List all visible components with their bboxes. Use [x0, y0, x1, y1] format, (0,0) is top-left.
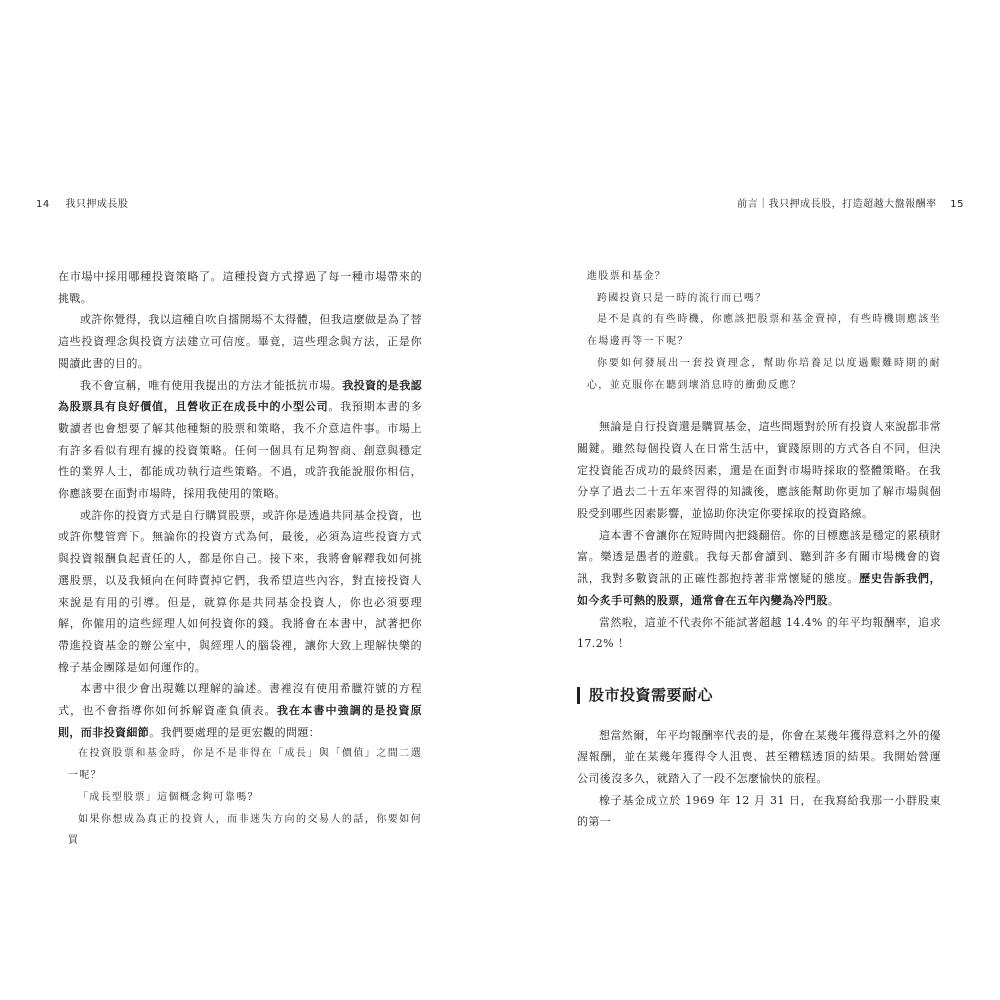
left-body-text	[58, 266, 422, 852]
paragraph: 或許你的投資方式是自行購買股票，或許你是透過共同基金投資，也或許你雙管齊下。無論你的投資方式為何，最後，必須為這些投資方式與投資報酬負起責任的人，都是你自己。接下來，我將會解釋我如何挑選股票，以及我傾向在何時賣掉它們，我希望這些內容，對直接投資人來說是有用的引導。但是，就算你是共同基金投資人，你也必須要理解，你僱用的這些經理人如何投資你的錢。我將會在本書中，試著把你帶進投資基金的辦公室中，與經理人的腦袋裡，讓你大致上理解快樂的橡子基金團隊是如何運作的。	[58, 508, 422, 674]
question: 你要如何發展出一套投資理念，幫助你培養足以度過艱難時期的耐心，並克服你在聽到壞消息時的衝動反應？	[587, 357, 941, 391]
paragraph: 無論是自行投資還是購買基金，這些問題對於所有投資人來說都非常關鍵。雖然每個投資人在日常生活中，實踐原則的方式各自不同，但決定投資能否成功的最終因素，還是在面對市場時採取的整體策略。在我分享了過去二十五年來習得的知識後，應該能幫助你更加了解市場與個股受到哪些因素影響，並協助你決定你要採取的投資路線。	[577, 420, 941, 521]
question: 「成長型股票」這個概念夠可靠嗎？	[78, 791, 259, 803]
left-page-number: 14	[36, 199, 50, 210]
question: 在投資股票和基金時，你是不是非得在「成長」與「價值」之間二選一呢？	[68, 748, 422, 782]
left-running-head	[36, 195, 128, 210]
paragraph: 本書中很少會出現難以理解的論述。書裡沒有使用希臘符號的方程式，也不會指導你如何拆解資產負債表。我在本書中強調的是投資原則，而非投資細節。我們要處理的是更宏觀的問題：	[58, 682, 422, 739]
heading-bar	[577, 687, 580, 704]
right-running-head	[737, 195, 964, 210]
question: 進股票和基金？	[587, 271, 667, 282]
paragraph: 或許你覺得，我以這種自吹自擂開場不太得體，但我這麼做是為了替這些投資理念與投資方法建立可信度。畢竟，這些理念與方法，正是你閱讀此書的目的。	[58, 313, 422, 370]
right-page	[500, 0, 1000, 1000]
right-body-text	[577, 266, 941, 833]
right-chapter-title: 前言｜我只押成長股，打造超越大盤報酬率	[737, 199, 937, 210]
emphasis: 我投資的是我認為股票具有良好價值，且營收正在成長中的小型公司	[58, 378, 423, 414]
question: 是不是真的有些時機，你應該把股票和基金賣掉，有些時機則應該坐在場邊再等一下呢？	[587, 314, 941, 348]
right-page-number: 15	[950, 199, 964, 210]
paragraph: 想當然爾，年平均報酬率代表的是，你會在某幾年獲得意料之外的優渥報酬，並在某幾年獲得令人沮喪、甚至糟糕透頂的結果。我開始營運公司後沒多久，就踏入了一段不怎麼愉快的旅程。	[577, 728, 941, 786]
paragraph: 這本書不會讓你在短時間內把錢翻倍。你的目標應該是穩定的累積財富。樂透是愚者的遊戲。我每天都會讀到、聽到許多有關市場機會的資訊，我對多數資訊的正確性都抱持著非常懷疑的態度。歷史告訴我們，如今炙手可熱的股票，通常會在五年內變為冷門股。	[577, 528, 941, 607]
emphasis: 我在本書中強調的是投資原則，而非投資細節	[58, 704, 422, 739]
question: 跨國投資只是一時的流行而已嗎？	[597, 292, 767, 304]
left-book-title: 我只押成長股	[65, 199, 129, 210]
paragraph: 橡子基金成立於 1969 年 12 月 31 日，在我寫給我那一小群股東的第一	[577, 793, 941, 829]
emphasis: 歷史告訴我們，如今炙手可熱的股票，通常會在五年內變為冷門股	[577, 572, 941, 607]
section-heading	[577, 685, 941, 707]
paragraph: 我不會宣稱，唯有使用我提出的方法才能抵抗市場。我投資的是我認為股票具有良好價值，且營收正在成長中的小型公司。我預期本書的多數讀者也會想要了解其他種類的股票和策略，我不介意這件事。市場上有許多看似有理有據的投資策略。任何一個具有足夠智商、創意與穩定性的業界人士，都能成功執行這些策略。不過，或許我能說服你相信，你應該要在面對市場時，採用我使用的策略。	[58, 378, 423, 501]
question: 如果你想成為真正的投資人，而非迷失方向的交易人的話，你要如何買	[68, 813, 422, 847]
paragraph: 在市場中採用哪種投資策略了。這種投資方式撐過了每一種市場帶來的挑戰。	[58, 270, 422, 305]
paragraph: 當然啦，這並不代表你不能試著超越 14.4% 的年平均報酬率，追求 17.2% ！	[577, 615, 941, 651]
section-heading-text: 股市投資需要耐心	[589, 685, 714, 704]
